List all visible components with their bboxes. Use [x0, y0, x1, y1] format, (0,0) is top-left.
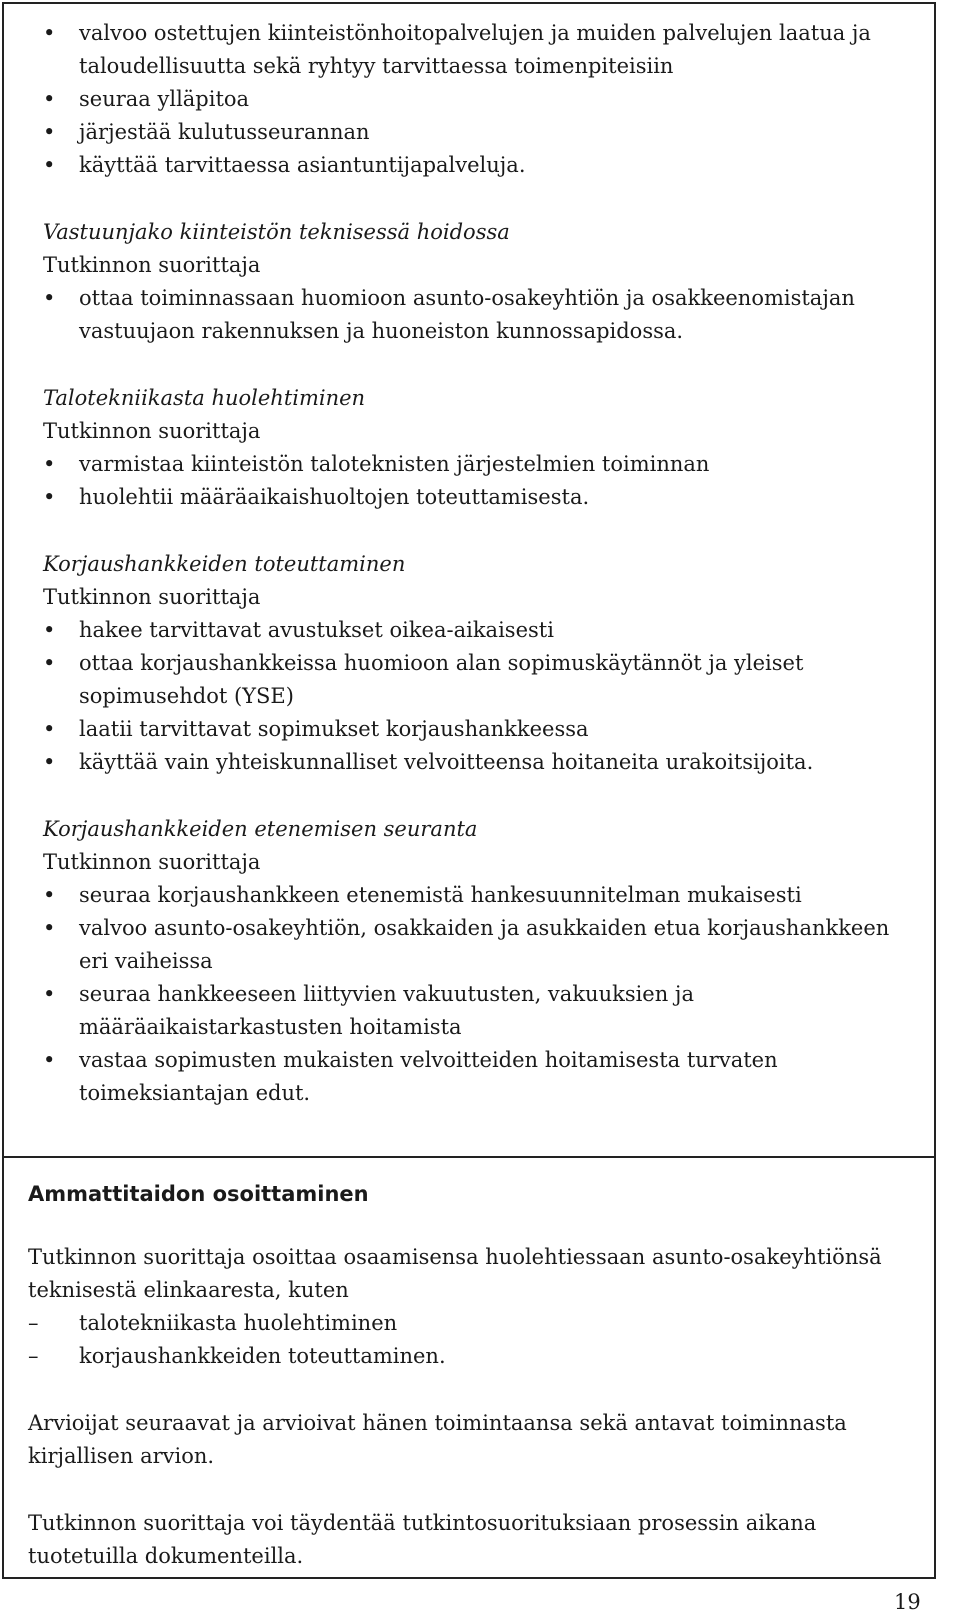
paragraph-line: Tutkinnon suorittaja osoittaa osaamisensa huolehtiessaan asunto-osakeyhtiönsä: [28, 1245, 882, 1269]
section-subject: Tutkinnon suorittaja: [43, 585, 261, 609]
section-subject: Tutkinnon suorittaja: [43, 419, 261, 443]
list-item: • hakee tarvittavat avustukset oikea-aikaisesti: [4, 613, 934, 647]
list-item: • ottaa korjaushankkeissa huomioon alan sopimuskäytännöt ja yleiset: [4, 646, 934, 680]
page-number: 19: [894, 1590, 921, 1614]
bullet-icon: •: [43, 883, 56, 907]
bullet-icon: •: [43, 618, 56, 642]
bullet-icon: •: [43, 485, 56, 509]
list-item: • laatii tarvittavat sopimukset korjaushankkeessa: [4, 712, 934, 746]
list-item: • huolehtii määräaikaishuoltojen toteuttamisesta.: [4, 480, 934, 514]
section-subject: Tutkinnon suorittaja: [43, 253, 261, 277]
list-item: • seuraa ylläpitoa: [4, 82, 934, 116]
bullet-icon: •: [43, 982, 56, 1006]
list-item-continuation: määräaikaistarkastusten hoitamista: [79, 1015, 462, 1039]
list-item: • valvoo asunto-osakeyhtiön, osakkaiden ja asukkaiden etua korjaushankkeen: [4, 911, 934, 945]
dash-list-item: – korjaushankkeiden toteuttaminen.: [4, 1339, 934, 1373]
list-item-continuation: taloudellisuutta sekä ryhtyy tarvittaessa toimenpiteisiin: [79, 54, 674, 78]
bullet-icon: •: [43, 717, 56, 741]
bullet-icon: •: [43, 153, 56, 177]
bullet-icon: •: [43, 87, 56, 111]
competence-criteria-section: [4, 4, 934, 1156]
demonstration-section: [4, 1158, 934, 1577]
content-frame: [2, 2, 936, 1579]
list-item-continuation: vastuujaon rakennuksen ja huoneiston kunnossapidossa.: [79, 319, 684, 343]
list-item-continuation: toimeksiantajan edut.: [79, 1081, 311, 1105]
bullet-icon: •: [43, 916, 56, 940]
list-item: • käyttää vain yhteiskunnalliset velvoitteensa hoitaneita urakoitsijoita.: [4, 745, 934, 779]
bullet-icon: •: [43, 286, 56, 310]
paragraph-line: kirjallisen arvion.: [28, 1444, 215, 1468]
section-subject: Tutkinnon suorittaja: [43, 850, 261, 874]
paragraph-line: Tutkinnon suorittaja voi täydentää tutkintosuorituksiaan prosessin aikana: [28, 1511, 817, 1535]
list-item: • valvoo ostettujen kiinteistönhoitopalvelujen ja muiden palvelujen laatua ja: [4, 16, 934, 50]
bullet-icon: •: [43, 1048, 56, 1072]
paragraph-line: teknisestä elinkaaresta, kuten: [28, 1278, 349, 1302]
bullet-icon: •: [43, 750, 56, 774]
list-item: • varmistaa kiinteistön taloteknisten järjestelmien toiminnan: [4, 447, 934, 481]
list-item: • seuraa hankkeeseen liittyvien vakuutusten, vakuuksien ja: [4, 977, 934, 1011]
section-title: Talotekniikasta huolehtiminen: [43, 386, 366, 410]
section-title: Korjaushankkeiden toteuttaminen: [43, 552, 406, 576]
section-title: Korjaushankkeiden etenemisen seuranta: [43, 817, 478, 841]
section-title: Vastuunjako kiinteistön teknisessä hoidossa: [43, 220, 510, 244]
section-heading: Ammattitaidon osoittaminen: [28, 1182, 369, 1206]
dash-list-item: – talotekniikasta huolehtiminen: [4, 1306, 934, 1340]
dash-icon: –: [28, 1311, 39, 1335]
paragraph-line: Arvioijat seuraavat ja arvioivat hänen toimintaansa sekä antavat toiminnasta: [28, 1411, 847, 1435]
bullet-icon: •: [43, 452, 56, 476]
list-item: • seuraa korjaushankkeen etenemistä hankesuunnitelman mukaisesti: [4, 878, 934, 912]
paragraph-line: tuotetuilla dokumenteilla.: [28, 1544, 304, 1568]
bullet-icon: •: [43, 21, 56, 45]
list-item-continuation: eri vaiheissa: [79, 949, 213, 973]
bullet-icon: •: [43, 120, 56, 144]
bullet-icon: •: [43, 651, 56, 675]
list-item: • ottaa toiminnassaan huomioon asunto-osakeyhtiön ja osakkeenomistajan: [4, 281, 934, 315]
list-item: • käyttää tarvittaessa asiantuntijapalveluja.: [4, 148, 934, 182]
list-item: • järjestää kulutusseurannan: [4, 115, 934, 149]
list-item: • vastaa sopimusten mukaisten velvoitteiden hoitamisesta turvaten: [4, 1043, 934, 1077]
list-item-continuation: sopimusehdot (YSE): [79, 684, 294, 708]
dash-icon: –: [28, 1344, 39, 1368]
